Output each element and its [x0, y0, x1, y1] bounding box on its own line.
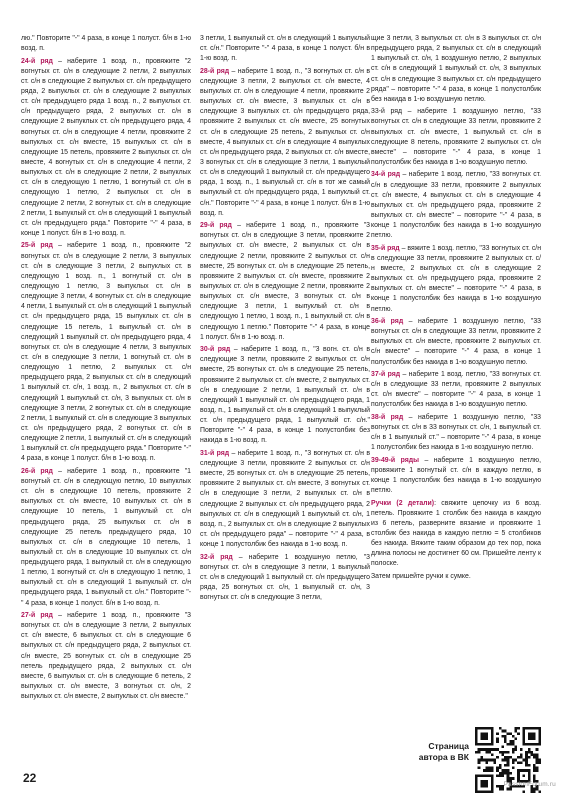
text-column-2: [200, 34, 370, 606]
row-text: – наберите 1 возд. петлю, "33 вогнутых ст. с/н в следующие 33 петли, провяжите 2 выпуклых ст. с/н вместе" – повторите "-" 4 раза, в конце 1 полустолбик без накида в 1-ю воздушную петлю.: [371, 370, 542, 409]
row-heading: 25-й ряд: [21, 242, 53, 250]
row-text: – наберите 1 возд. петлю, "33 вогнутых ст. с/н в следующие 33 петли, провяжите 2 выпуклых ст. с/н вместе, 4 выпуклых ст. с/н в следующие 4 выпуклых ст. с/н предыдущего ряда, провяжите 2 выпуклых ст. с/н вместе" – повторите "-" 4 раза, в конце 1 полустолбик без накида в 1-ю воздушную петлю.: [371, 171, 542, 240]
row-text: – наберите 1 возд. п., "3 вогнутых ст. с/н в следующие 3 петли, провяжите 2 выпуклых ст. с/н вместе, 25 вогнутых ст. с/н в следующие 25 петель, провяжите 2 выпуклых ст. с/н вместе, 3 вогнутых ст. с/н в следующие 3 петли, 2 выпуклых ст. с/н в следующие 2 выпуклых ст. с/н предыдущего ряда, 2 выпуклых ст. с/н в следующий 1 выпуклый ст. с/н, 1 возд. п., 2 выпуклых ст. с/н в следующие 2 выпуклых ст. с/н предыдущего ряда" – повторите "-" 4 раза, в конце 1 полустолбик без накида в 1-ю возд. п.: [200, 449, 371, 549]
row-heading: Ручки (2 детали): [371, 499, 435, 507]
row-heading: 26-й ряд: [21, 467, 53, 475]
row-text: лю." Повторите "-" 4 раза, в конце 1 полуст. б/н в 1-ю возд. п.: [21, 35, 191, 53]
row-text: – наберите 1 возд. п., провяжите "3 вогнутых ст. с/н в следующие 3 петли, 2 выпуклых ст. с/н вместе, 6 выпуклых ст. с/н в следующие 6 выпуклых ст. с/н предыдущего ряда, 2 выпуклых ст. с/н вместе, 25 вогнутых ст. с/н в следующие 25 петель предыдущего ряда, 2 выпуклых ст. с/н вместе, 6 выпуклых ст. с/н в следующие 6 петель, 2 выпуклых ст. с/н вместе, 3 вогнутых ст. с/н, 2 выпуклых ст. с/н вместе, 2 выпуклых ст. с/н вместе.": [21, 612, 192, 701]
instruction-paragraph: [200, 345, 370, 446]
instruction-paragraph: [371, 244, 541, 315]
row-text: щие 3 петли, 3 выпуклых ст. с/н в 3 выпуклых ст. с/н предыдущего ряда, 2 выпуклых ст. с/н в следующий 1 выпуклый ст. с/н, 1 воздушную петлю, 2 выпуклых ст. с/н в следующий 1 выпуклый ст. с/н, 3 выпуклых ст. с/н в следующие 3 выпуклых ст. с/н предыдущего ряда" – повторите "-" 4 раза, в конце 1 полустолбик без накида в 1-ю воздушную петлю.: [371, 35, 541, 103]
row-text: – вяжите 1 возд. петлю, "33 вогнутых ст. с/н в следующие 33 петли, провяжите 2 выпуклых ст. с/н вместе, 2 выпуклых ст. с/н в следующие 2 выпуклых ст. с/н предыдущего ряда, провяжите 2 выпуклых ст. с/н вместе" – повторите "-" 4 раза, в конце 1 полустолбик без накида в 1-ю воздушную петлю.: [371, 244, 541, 313]
instruction-paragraph: [371, 170, 541, 241]
row-heading: 27-й ряд: [21, 612, 53, 620]
instruction-paragraph: [200, 553, 370, 604]
qr-caption: Страница автора в ВК: [418, 741, 469, 762]
instruction-paragraph: [200, 449, 370, 550]
instruction-paragraph: [21, 57, 191, 240]
row-heading: 37-й ряд: [371, 370, 401, 378]
row-heading: 35-й ряд: [371, 244, 400, 252]
instruction-paragraph: [371, 107, 541, 168]
instruction-paragraph: [200, 67, 370, 219]
watermark: PassionForum.ru: [503, 781, 556, 788]
row-text: – наберите 1 воздушную петлю, "33 вогнутых ст. с/н в следующие 33 петли, провяжите 2 выпуклых ст. с/н вместе, провяжите 2 выпуклых ст. с/н вместе" – повторите "-" 4 раза, в конце 1 полустолбик без накида в 1-ю воздушную петлю.: [371, 317, 541, 366]
instruction-paragraph: [371, 572, 541, 582]
row-heading: 32-й ряд: [200, 553, 233, 561]
row-heading: 36-й ряд: [371, 317, 404, 325]
row-text: : свяжите цепочку из 6 возд. петель. Провяжите 1 столбик без накида в каждую из 6 петель, разверните вязание и провяжите 1 столбик без накида в каждую петлю = 5 столбиков без накида. Вяжите таким образом до тех пор, пока длина полосы не достигнет 60 см. Пришейте ленту к полоске.: [371, 499, 541, 568]
instruction-paragraph: [371, 34, 541, 105]
row-heading: 28-й ряд: [200, 67, 230, 75]
row-text: – наберите 1 возд. п., "3 вогн. ст. с/н в следующие 3 петли, провяжите 2 выпуклых ст. с/н вместе, 25 вогнутых ст. с/н в следующие 25 петель, провяжите 2 выпуклых ст. с/н вместе, 2 выпуклых ст. с/н в следующие 2 петли, 1 выпуклый ст. с/н в следующий 1 выпуклый ст. с/н предыдущего ряда, 1 возд. п., 1 выпуклый ст. с/н в следующий 1 выпуклый ст. с/н предыдущего ряда, 1 выпуклый ст. с/н." Повторите "-" 4 раза, в конце 1 полустолбик без накида в 1-ю возд. п.: [200, 346, 371, 445]
instruction-paragraph: [371, 499, 541, 570]
row-heading: 31-й ряд: [200, 449, 230, 457]
row-text: – наберите 1 возд. п., провяжите "2 вогнутых ст. с/н в следующие 2 петли, 3 выпуклых ст. с/н в следующие 3 петли, 2 выпуклых ст. в следующую 1 возд. п., 1 вогнутый ст. с/н в следующую 1 петлю, 3 выпуклых ст. с/н в следующие 3 петли, 4 вогнутых ст. с/н в следующие 4 петли, 1 выпуклый ст. с/н в следующий 1 выпуклый ст. с/н предыдущего ряда, 15 выпуклых ст. с/н в следующие 15 петель, 1 выпуклый ст. с/н в следующий 1 выпуклый ст. с/н предыдущего ряда, 4 вогнутых ст. с/н в следующие 4 петли, 3 выпуклых ст. с/н в следующие 3 петли, 1 вогнутый ст. с/н в следующую 1 петлю, 2 выпуклых ст. с/н предыдущего ряда, 2 выпуклых ст. с/н в следующий 1 выпуклый ст. с/н, 1 возд. п., 2 выпуклых ст. с/н в следующий 1 выпуклый ст. с/н, 3 выпуклых ст. с/н в следующие 3 петли, 2 вогнутых ст. с/н в следующие 2 петли, 1 выпуклый ст. с/н в следующие 3 выпуклых ст. с/н предыдущего ряда, 2 вогнутых ст. с/н в следующие 2 петли, 1 выпуклый ст. с/н в следующий 1 выпуклый ст. с/н предыдущего ряда." Повторите "-" 4 раза, в конце 1 полуст. б/н в 1-ю возд. п.: [21, 242, 192, 463]
text-column-3: [371, 34, 541, 584]
row-heading: 30-й ряд: [200, 346, 231, 354]
row-text: Затем пришейте ручки к сумке.: [371, 572, 471, 580]
row-heading: 39-49-й ряды: [371, 456, 419, 464]
row-text: – наберите 1 воздушную петлю, "33 вогнутых ст. с/н в 33 вогнутых ст. с/н, 1 выпуклый ст. с/н в 1 выпуклый ст." – повторите "-" 4 раза, в конце 1 полустолбик без накида в 1-ю воздушную петлю.: [371, 413, 541, 452]
instruction-paragraph: [21, 611, 191, 702]
row-text: – наберите 1 воздушную петлю, провяжите 1 вогнутый ст. с/н в каждую петлю, в конце 1 полустолбик без накида в 1-ю воздушную петлю.: [371, 456, 541, 495]
instruction-paragraph: [21, 34, 191, 54]
row-text: – наберите 1 возд. п., "3 вогнутых ст. с/н в следующие 3 петли, 2 выпуклых ст. с/н вместе, 4 выпуклых ст. с/н в следующие 4 петли, провяжите 2 выпуклых ст. с/н вместе, 3 выпуклых ст. с/н в следующие 3 выпуклых ст. с/н предыдущего ряда, провяжите 2 выпуклых ст. с/н вместе, 25 вогнутых ст. с/н в следующие 25 петель, 2 выпуклых ст. с/н вместе, 4 выпуклых ст. с/н в следующие 4 выпуклых ст. с/н предыдущего ряда, 2 выпуклых ст. с/н вместе, 3 вогнутых ст. с/н в следующие 3 петли, 1 выпуклый ст. с/н в следующий 1 выпуклый ст. с/н предыдущего ряда, 1 возд. п., 1 выпуклый ст. с/н в тот же самый выпуклый ст. с/н предыдущего ряда, 1 выпуклый ст. с/н." Повторите "-" 4 раза, в конце 1 полуст. б/н в 1-ю возд. п.: [200, 67, 371, 217]
row-heading: 24-й ряд: [21, 57, 53, 65]
row-heading: 38-й ряд: [371, 413, 404, 421]
instruction-paragraph: [21, 467, 191, 609]
row-text: – наберите 1 воздушную петлю, "3 вогнутых ст. с/н в следующие 3 петли, 1 выпуклый ст. с/н в следующий 1 выпуклый ст. с/н предыдущего ряда, 25 вогнутых ст. с/н, 1 выпуклый ст. с/н, 3 вогнутых ст. с/н в следующие 3 петли,: [200, 553, 371, 602]
page-number: 22: [23, 771, 37, 785]
row-text: 33-й ряд – наберите 1 воздушную петлю, "33 вогнутых ст. с/н в следующие 33 петли, провяжите 2 выпуклых ст. с/н вместе, 1 выпуклый ст. с/н в следующие 8 петель, провяжите 2 выпуклых ст. с/н вместе" – повторите "-" 4 раза, в конце 1 полустолбик без накида в 1-ю воздушную петлю.: [371, 108, 541, 166]
instruction-paragraph: [371, 370, 541, 411]
instruction-paragraph: [371, 456, 541, 497]
row-heading: 29-й ряд: [200, 222, 232, 230]
text-column-1: [21, 34, 191, 705]
row-text: – наберите 1 возд. п., провяжите "2 вогнутых ст. с/н в следующие 2 петли, 2 выпуклых ст. с/н в следующие 2 выпуклых ст. с/н предыдущего ряда, 2 выпуклых ст. с/н в следующие 2 выпуклых ст. с/н предыдущего ряда 1 возд. п., 2 выпуклых ст. с/н предыдущего ряда, 2 выпуклых ст. с/н в следующие 2 выпуклых ст. с/н предыдущего ряда, 4 вогнутых ст. с/н в следующие 4 петли, провяжите 2 выпуклых ст. с/н вместе, 15 выпуклых ст. с/н в следующие 15 петель, провяжите 2 выпуклых ст. с/н вместе, 4 вогнутых ст. с/н в следующие 4 петли, 2 выпуклых ст. с/н в следующие 2 петли, 2 выпуклых ст. с/н в следующую 1 петлю, 1 вогнутый ст. с/н в следующую 1 петлю, 2 выпуклых ст. с/н в следующие 2 петли, 2 вогнутых ст. с/н в следующие 2 петли, 1 выпуклый ст. с/н в следующий 1 выпуклый ст. с/н предыдущего ряда." Повторите "-" 4 раза, в конце 1 полуст. б/н в 1-ю возд. п.: [21, 57, 192, 237]
instruction-paragraph: [200, 221, 370, 343]
row-text: 3 петли, 1 выпуклый ст. с/н в следующий 1 выпуклый ст. с/н." Повторите "-" 4 раза, в конце 1 полуст. б/н в 1-ю возд. п.: [200, 35, 370, 63]
row-heading: 34-й ряд: [371, 171, 401, 179]
instruction-paragraph: [21, 241, 191, 464]
row-text: – наберите 1 возд. п., провяжите "3 вогнутых ст. с/н в следующие 3 петли, провяжите 2 выпуклых ст. с/н вместе, 2 выпуклых ст. с/н в следующие 2 петли, провяжите 2 выпуклых ст. с/н вместе, 25 вогнутых ст. с/н в следующие 25 петель, провяжите 2 выпуклых ст. с/н вместе, провяжите 2 выпуклых ст. с/н в следующие 2 петли, провяжите 2 выпуклых ст. с/н вместе, 3 вогнутых ст. с/н в следующие 3 петли, 1 выпуклый ст. с/н в следующую 1 петлю, 1 возд. п., 1 выпуклый ст. с/н в следующую 1 петлю." Повторите "-" 4 раза, в конце 1 полуст. б/н в 1-ю возд. п.: [200, 222, 371, 341]
row-text: – наберите 1 возд. п., провяжите "1 вогнутый ст. с/н в следующую петлю, 10 выпуклых ст. с/н в следующие 10 петель, провяжите 2 выпуклых ст. с/н вместе, 10 выпуклых ст. с/н в следующие 10 петель, 1 выпуклый ст. с/н предыдущего ряда, 25 выпуклых ст. с/н в следующие 25 петель предыдущего ряда, 10 выпуклых ст. с/н в следующие 10 петель, 1 выпуклый ст. с/н в следующие 10 выпуклых ст. с/н предыдущего ряда, 1 выпуклый ст. с/н в следующую 1 петлю, 1 вогнутый ст. с/н в следующую 1 петлю, 1 выпуклый ст. с/н в следующий 1 выпуклый ст. с/н предыдущего ряда, 1 выпуклый ст. с/н." Повторите "-" 4 раза, в конце 1 полуст. б/н в 1-ю возд. п.: [21, 467, 192, 607]
instruction-paragraph: [371, 317, 541, 368]
instruction-paragraph: [200, 34, 370, 64]
instruction-paragraph: [371, 413, 541, 454]
